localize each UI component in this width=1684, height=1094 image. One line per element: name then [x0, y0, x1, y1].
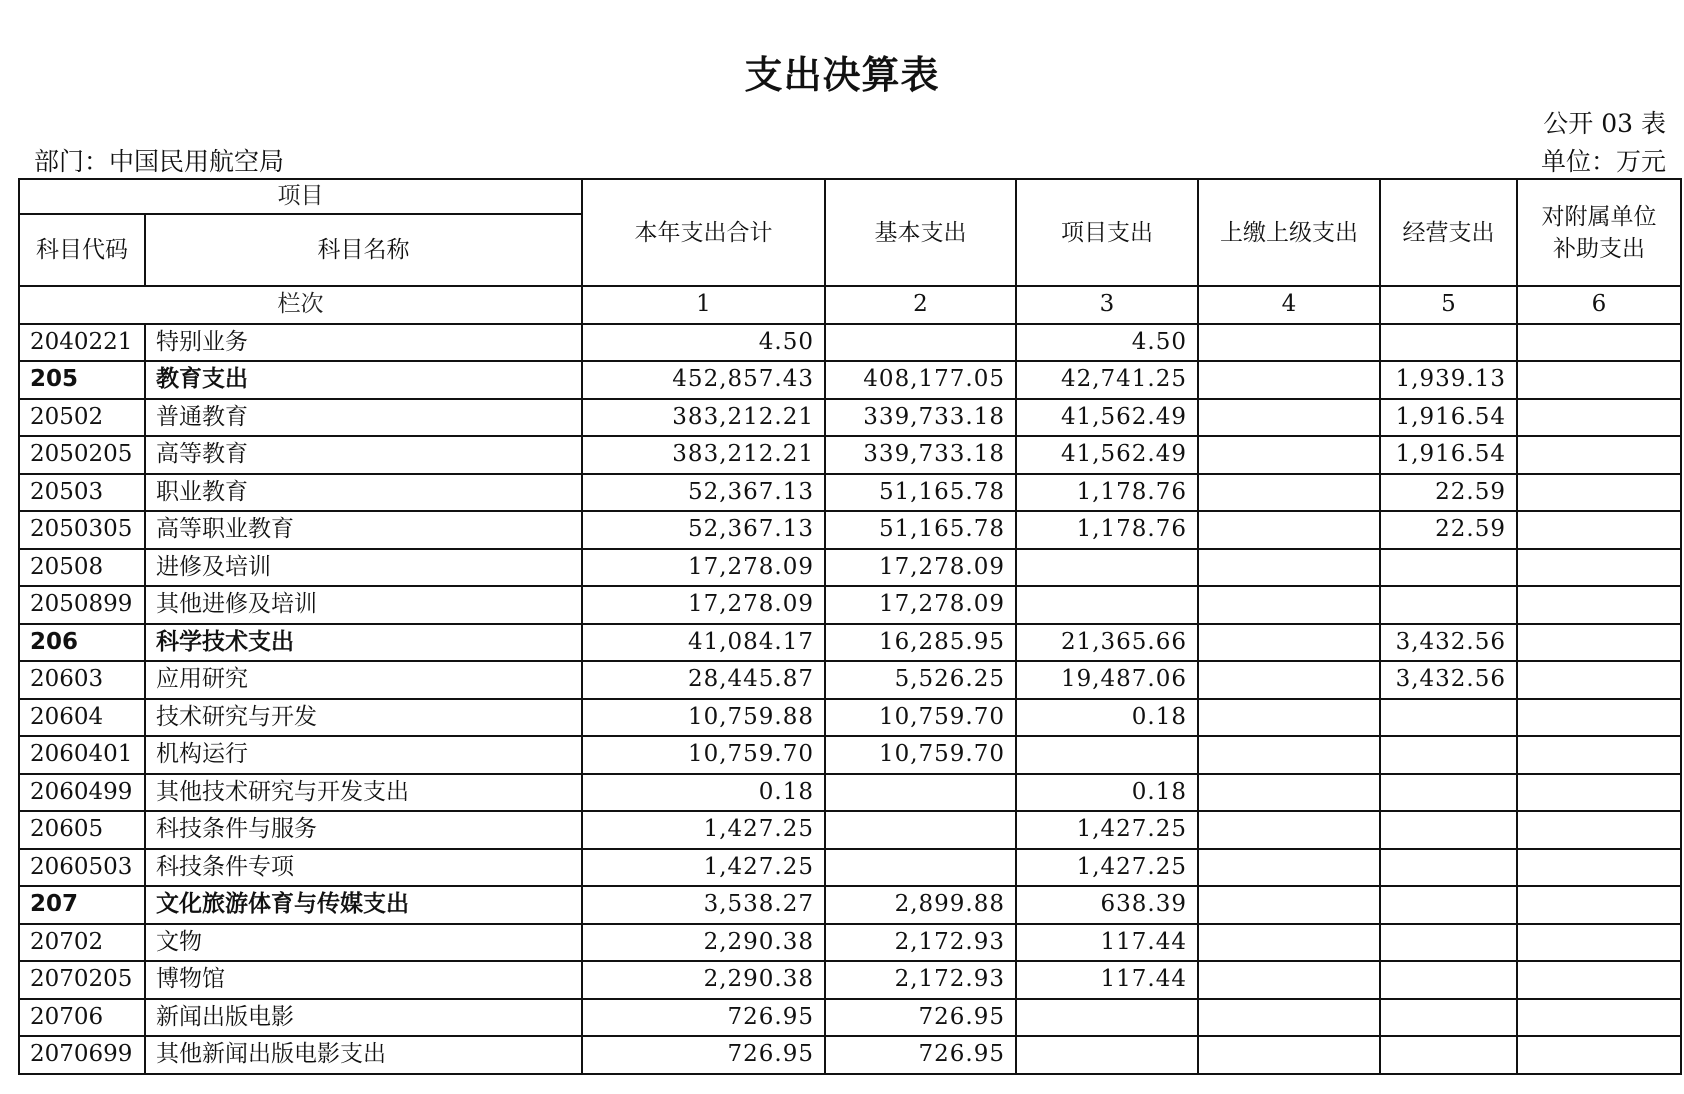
subject-code-cell: 20605 [19, 811, 145, 849]
subject-name-cell: 其他进修及培训 [145, 586, 582, 624]
project-cell: 0.18 [1016, 774, 1198, 812]
upper-cell [1198, 699, 1380, 737]
subject-code-cell: 206 [19, 624, 145, 662]
subject-name-cell: 科技条件与服务 [145, 811, 582, 849]
subject-code-cell: 20702 [19, 924, 145, 962]
subject-code-cell: 2050305 [19, 511, 145, 549]
upper-cell [1198, 399, 1380, 437]
upper-cell [1198, 324, 1380, 362]
upper-cell [1198, 736, 1380, 774]
subject-name-cell: 教育支出 [145, 361, 582, 399]
subject-code-cell: 2040221 [19, 324, 145, 362]
upper-cell [1198, 924, 1380, 962]
basic-cell: 17,278.09 [825, 549, 1016, 587]
subsidy-cell [1517, 736, 1681, 774]
col-index-6: 6 [1517, 286, 1681, 324]
col-header-business: 经营支出 [1380, 179, 1517, 286]
subject-name-cell: 其他新闻出版电影支出 [145, 1036, 582, 1074]
basic-cell: 339,733.18 [825, 399, 1016, 437]
project-cell: 41,562.49 [1016, 436, 1198, 474]
subject-name-cell: 特别业务 [145, 324, 582, 362]
table-row [19, 399, 1681, 437]
project-cell: 1,427.25 [1016, 849, 1198, 887]
col-header-subsidy: 对附属单位补助支出 [1517, 179, 1681, 286]
subsidy-cell [1517, 474, 1681, 512]
total-cell: 0.18 [582, 774, 825, 812]
subject-name-cell: 科学技术支出 [145, 624, 582, 662]
basic-cell: 10,759.70 [825, 699, 1016, 737]
subsidy-cell [1517, 361, 1681, 399]
project-cell [1016, 736, 1198, 774]
subsidy-cell [1517, 1036, 1681, 1074]
upper-cell [1198, 624, 1380, 662]
business-cell [1380, 886, 1517, 924]
subject-name-cell: 博物馆 [145, 961, 582, 999]
basic-cell: 2,172.93 [825, 924, 1016, 962]
subject-code-cell: 207 [19, 886, 145, 924]
business-cell: 1,916.54 [1380, 399, 1517, 437]
table-row [19, 624, 1681, 662]
subject-code-cell: 205 [19, 361, 145, 399]
table-row [19, 474, 1681, 512]
basic-cell: 51,165.78 [825, 474, 1016, 512]
project-cell: 1,178.76 [1016, 511, 1198, 549]
table-row [19, 774, 1681, 812]
subject-code-cell: 2050205 [19, 436, 145, 474]
basic-cell: 17,278.09 [825, 586, 1016, 624]
business-cell: 1,916.54 [1380, 436, 1517, 474]
subsidy-cell [1517, 549, 1681, 587]
upper-cell [1198, 1036, 1380, 1074]
subsidy-cell [1517, 886, 1681, 924]
total-cell: 2,290.38 [582, 961, 825, 999]
upper-cell [1198, 811, 1380, 849]
code-header: 科目代码 [19, 214, 145, 286]
project-cell [1016, 1036, 1198, 1074]
total-cell: 452,857.43 [582, 361, 825, 399]
basic-cell: 16,285.95 [825, 624, 1016, 662]
table-row [19, 886, 1681, 924]
project-cell: 4.50 [1016, 324, 1198, 362]
total-cell: 383,212.21 [582, 399, 825, 437]
subsidy-cell [1517, 324, 1681, 362]
subject-code-cell: 20502 [19, 399, 145, 437]
row-index-label: 栏次 [19, 286, 582, 324]
table-row [19, 361, 1681, 399]
page-title: 支出决算表 [744, 53, 940, 97]
business-cell [1380, 924, 1517, 962]
basic-cell: 2,172.93 [825, 961, 1016, 999]
upper-cell [1198, 961, 1380, 999]
subject-name-cell: 应用研究 [145, 661, 582, 699]
business-cell [1380, 549, 1517, 587]
table-row [19, 661, 1681, 699]
total-cell: 383,212.21 [582, 436, 825, 474]
business-cell [1380, 999, 1517, 1037]
subject-code-cell: 20604 [19, 699, 145, 737]
upper-cell [1198, 774, 1380, 812]
expenditure-table [18, 178, 1682, 1075]
total-cell: 17,278.09 [582, 549, 825, 587]
table-row [19, 736, 1681, 774]
project-cell: 1,427.25 [1016, 811, 1198, 849]
subject-name-cell: 高等教育 [145, 436, 582, 474]
subject-code-cell: 2060401 [19, 736, 145, 774]
upper-cell [1198, 661, 1380, 699]
total-cell: 3,538.27 [582, 886, 825, 924]
table-row [19, 549, 1681, 587]
total-cell: 2,290.38 [582, 924, 825, 962]
business-cell [1380, 774, 1517, 812]
subject-name-cell: 职业教育 [145, 474, 582, 512]
project-cell: 0.18 [1016, 699, 1198, 737]
subsidy-cell [1517, 999, 1681, 1037]
table-row [19, 699, 1681, 737]
basic-cell: 726.95 [825, 999, 1016, 1037]
subject-name-cell: 文物 [145, 924, 582, 962]
subsidy-cell [1517, 624, 1681, 662]
business-cell: 3,432.56 [1380, 624, 1517, 662]
subject-name-cell: 普通教育 [145, 399, 582, 437]
total-cell: 41,084.17 [582, 624, 825, 662]
business-cell [1380, 849, 1517, 887]
subject-name-cell: 高等职业教育 [145, 511, 582, 549]
table-row [19, 324, 1681, 362]
subsidy-cell [1517, 699, 1681, 737]
table-row [19, 1036, 1681, 1074]
table-row [19, 849, 1681, 887]
table-row [19, 961, 1681, 999]
col-index-1: 1 [582, 286, 825, 324]
table-row [19, 924, 1681, 962]
subsidy-cell [1517, 924, 1681, 962]
table-row [19, 999, 1681, 1037]
subject-name-cell: 技术研究与开发 [145, 699, 582, 737]
basic-cell [825, 774, 1016, 812]
department-label: 部门：中国民用航空局 [34, 147, 285, 176]
business-cell [1380, 811, 1517, 849]
subject-code-cell: 20706 [19, 999, 145, 1037]
project-cell: 42,741.25 [1016, 361, 1198, 399]
basic-cell [825, 324, 1016, 362]
subject-code-cell: 2060503 [19, 849, 145, 887]
col-header-total: 本年支出合计 [582, 179, 825, 286]
header-row-1 [19, 179, 1681, 214]
total-cell: 10,759.88 [582, 699, 825, 737]
upper-cell [1198, 999, 1380, 1037]
index-row [19, 286, 1681, 324]
subject-name-cell: 其他技术研究与开发支出 [145, 774, 582, 812]
basic-cell: 726.95 [825, 1036, 1016, 1074]
business-cell: 22.59 [1380, 474, 1517, 512]
upper-cell [1198, 886, 1380, 924]
basic-cell: 339,733.18 [825, 436, 1016, 474]
total-cell: 17,278.09 [582, 586, 825, 624]
basic-cell: 10,759.70 [825, 736, 1016, 774]
total-cell: 1,427.25 [582, 849, 825, 887]
subject-name-cell: 文化旅游体育与传媒支出 [145, 886, 582, 924]
upper-cell [1198, 849, 1380, 887]
col-index-5: 5 [1380, 286, 1517, 324]
basic-cell [825, 811, 1016, 849]
business-cell [1380, 1036, 1517, 1074]
col-header-basic: 基本支出 [825, 179, 1016, 286]
business-cell [1380, 699, 1517, 737]
project-cell [1016, 586, 1198, 624]
upper-cell [1198, 549, 1380, 587]
col-header-project: 项目支出 [1016, 179, 1198, 286]
total-cell: 726.95 [582, 1036, 825, 1074]
col-index-3: 3 [1016, 286, 1198, 324]
basic-cell: 5,526.25 [825, 661, 1016, 699]
item-group-header: 项目 [19, 179, 582, 214]
table-row [19, 811, 1681, 849]
subsidy-cell [1517, 961, 1681, 999]
project-cell: 1,178.76 [1016, 474, 1198, 512]
subject-name-cell: 进修及培训 [145, 549, 582, 587]
subject-name-cell: 科技条件专项 [145, 849, 582, 887]
total-cell: 4.50 [582, 324, 825, 362]
col-header-upper: 上缴上级支出 [1198, 179, 1380, 286]
project-cell: 117.44 [1016, 924, 1198, 962]
basic-cell: 408,177.05 [825, 361, 1016, 399]
project-cell: 638.39 [1016, 886, 1198, 924]
total-cell: 726.95 [582, 999, 825, 1037]
subject-code-cell: 20508 [19, 549, 145, 587]
form-number: 公开 03 表 [1543, 109, 1666, 138]
subsidy-cell [1517, 511, 1681, 549]
table-row [19, 586, 1681, 624]
table-row [19, 436, 1681, 474]
name-header: 科目名称 [145, 214, 582, 286]
subsidy-cell [1517, 661, 1681, 699]
subsidy-cell [1517, 849, 1681, 887]
col-index-4: 4 [1198, 286, 1380, 324]
total-cell: 52,367.13 [582, 474, 825, 512]
basic-cell [825, 849, 1016, 887]
subject-code-cell: 2070205 [19, 961, 145, 999]
upper-cell [1198, 474, 1380, 512]
subject-name-cell: 机构运行 [145, 736, 582, 774]
business-cell [1380, 586, 1517, 624]
project-cell: 21,365.66 [1016, 624, 1198, 662]
upper-cell [1198, 361, 1380, 399]
basic-cell: 51,165.78 [825, 511, 1016, 549]
subsidy-cell [1517, 774, 1681, 812]
project-cell [1016, 999, 1198, 1037]
unit-label: 单位：万元 [1540, 147, 1666, 176]
col-index-2: 2 [825, 286, 1016, 324]
subject-code-cell: 2070699 [19, 1036, 145, 1074]
upper-cell [1198, 436, 1380, 474]
business-cell [1380, 324, 1517, 362]
business-cell [1380, 961, 1517, 999]
project-cell: 19,487.06 [1016, 661, 1198, 699]
total-cell: 52,367.13 [582, 511, 825, 549]
upper-cell [1198, 586, 1380, 624]
project-cell: 41,562.49 [1016, 399, 1198, 437]
table-row [19, 511, 1681, 549]
subject-code-cell: 2050899 [19, 586, 145, 624]
subsidy-cell [1517, 436, 1681, 474]
business-cell: 3,432.56 [1380, 661, 1517, 699]
total-cell: 28,445.87 [582, 661, 825, 699]
business-cell: 1,939.13 [1380, 361, 1517, 399]
basic-cell: 2,899.88 [825, 886, 1016, 924]
total-cell: 10,759.70 [582, 736, 825, 774]
subject-code-cell: 2060499 [19, 774, 145, 812]
project-cell [1016, 549, 1198, 587]
business-cell [1380, 736, 1517, 774]
subsidy-cell [1517, 811, 1681, 849]
subsidy-cell [1517, 399, 1681, 437]
project-cell: 117.44 [1016, 961, 1198, 999]
subject-name-cell: 新闻出版电影 [145, 999, 582, 1037]
upper-cell [1198, 511, 1380, 549]
subject-code-cell: 20603 [19, 661, 145, 699]
total-cell: 1,427.25 [582, 811, 825, 849]
business-cell: 22.59 [1380, 511, 1517, 549]
subject-code-cell: 20503 [19, 474, 145, 512]
subsidy-cell [1517, 586, 1681, 624]
